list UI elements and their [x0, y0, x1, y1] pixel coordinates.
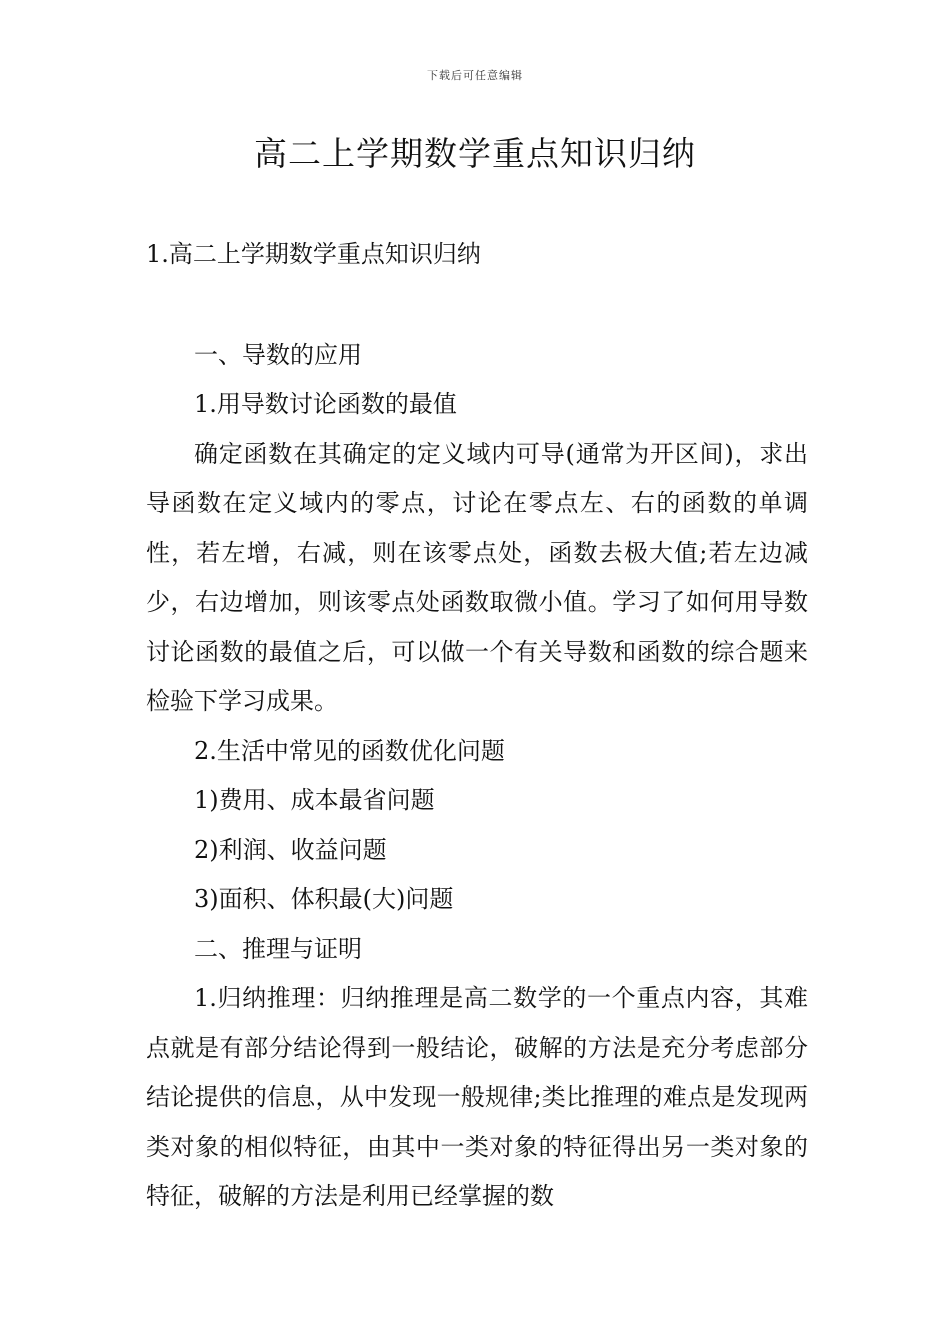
document-title: 高二上学期数学重点知识归纳 — [254, 134, 696, 173]
subheading-optimization: 2.生活中常见的函数优化问题 — [194, 736, 505, 765]
page-header-note: 下载后可任意编辑 — [427, 69, 523, 82]
document-body — [146, 230, 808, 1222]
heading-derivative-applications: 一、导数的应用 — [194, 340, 362, 369]
heading-reasoning-proof: 二、推理与证明 — [194, 934, 362, 963]
list-item-profit: 2)利润、收益问题 — [194, 835, 387, 864]
paragraph-inductive-reasoning: 1.归纳推理：归纳推理是高二数学的一个重点内容，其难点就是有部分结论得到一般结论，破解的方法是充分考虑部分结论提供的信息，从中发现一般规律;类比推理的难点是发现两类对象的相似特征，由其中一类对象的特征得出另一类对象的特征，破解的方法是利用已经掌握的数 — [146, 984, 808, 1210]
section-heading: 1.高二上学期数学重点知识归纳 — [146, 240, 481, 268]
list-item-area-volume: 3)面积、体积最(大)问题 — [194, 885, 454, 913]
paragraph-extrema: 确定函数在其确定的定义域内可导(通常为开区间)，求出导函数在定义域内的零点，讨论在零点左、右的函数的单调性，若左增，右减，则在该零点处，函数去极大值;若左边减少，右边增加，则该零点处函数取微小值。学习了如何用导数讨论函数的最值之后，可以做一个有关导数和函数的综合题来检验下学习成果。 — [146, 439, 808, 715]
list-item-cost: 1)费用、成本最省问题 — [194, 786, 435, 814]
subheading-extrema: 1.用导数讨论函数的最值 — [194, 390, 457, 418]
